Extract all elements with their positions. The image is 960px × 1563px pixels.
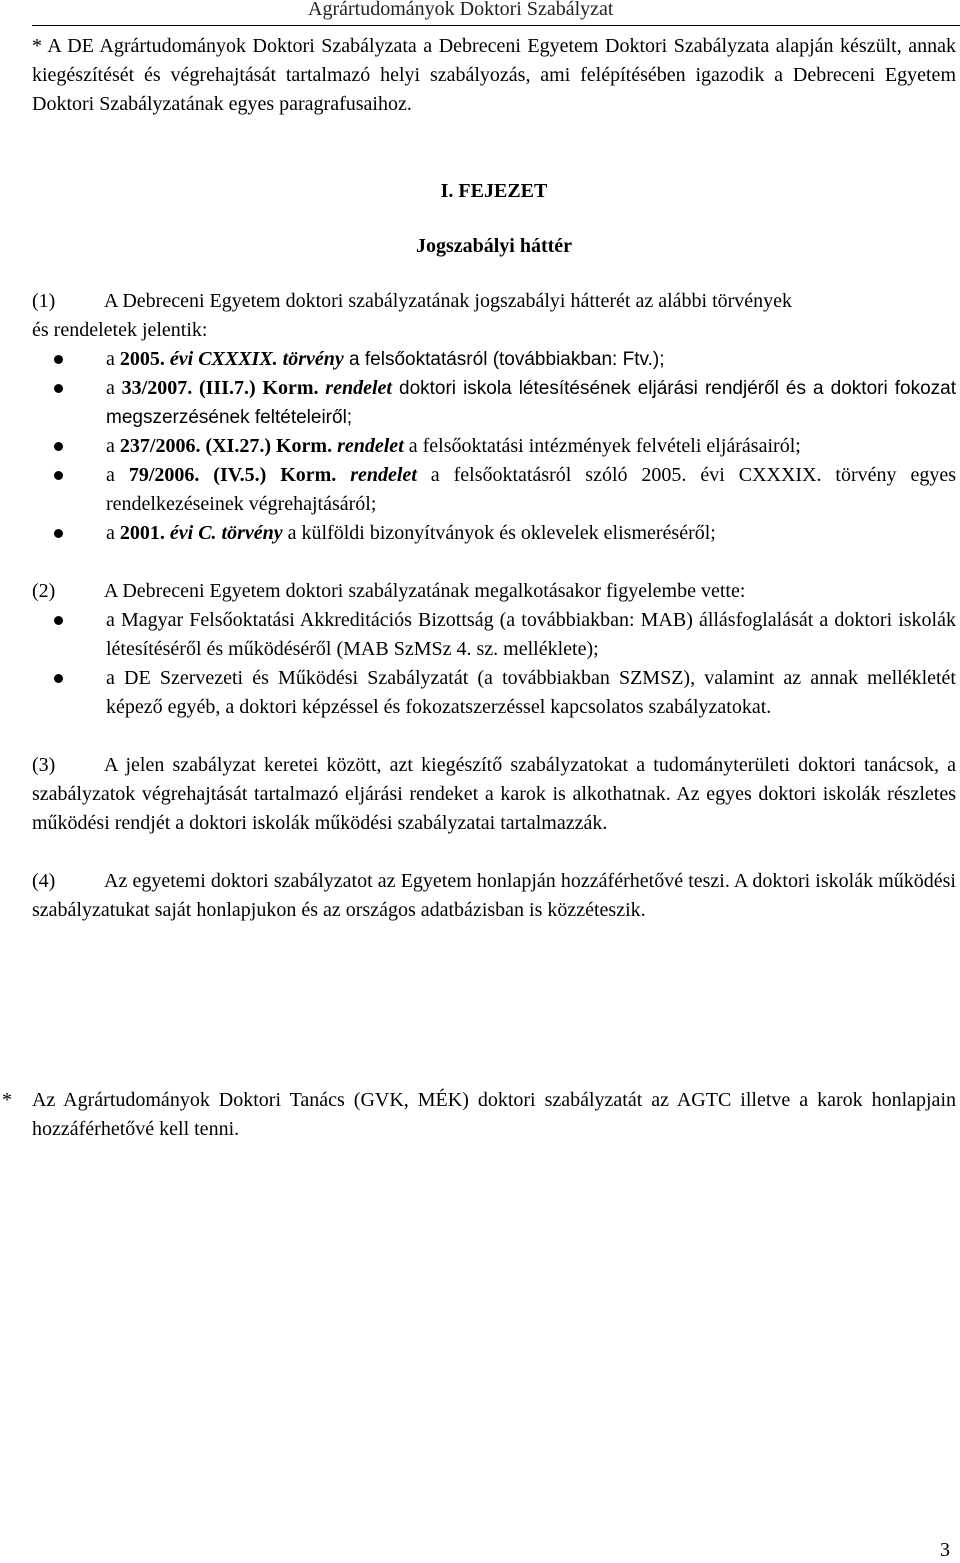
bullet-icon [54, 384, 63, 393]
section-1-line-b: és rendeletek jelentik: [32, 319, 208, 341]
section-number: (1) [32, 290, 56, 312]
section-2-text: A Debreceni Egyetem doktori szabályzatának megalkotásakor figyelembe vette: [104, 580, 746, 602]
list-item: a DE Szervezeti és Működési Szabályzatát (a továbbiakban SZMSZ), valamint az annak mellékletét képező egyéb, a doktori képzéssel és fokozatszerzéssel kapcsolatos szabályzatokat. [32, 664, 956, 722]
bullet-icon [54, 529, 63, 538]
section-3-text: A jelen szabályzat keretei között, azt kiegészítő szabályzatokat a tudományterületi doktori tanácsok, a szabályzatok végrehajtását tartalmazó eljárási rendeket a karok is alkothatnak. Az egyes doktori iskolák részletes működési rendjét a doktori iskolák működési szabályzatai tartalmazzák. [32, 754, 956, 834]
chapter-subtitle: Jogszabályi háttér [415, 235, 573, 257]
list-item: a 2001. évi C. törvény a külföldi bizonyítványok és oklevelek elismeréséről; [32, 519, 956, 548]
chapter-title: I. FEJEZET [440, 180, 548, 202]
section-4-paragraph [32, 867, 956, 925]
footnote [0, 1086, 956, 1144]
section-2 [32, 577, 956, 722]
bullet-icon [54, 355, 63, 364]
section-4-text: Az egyetemi doktori szabályzatot az Egyetem honlapján hozzáférhetővé teszi. A doktori iskolák működési szabályzatukat saját honlapjukon és az országos adatbázisban is közzéteszik. [32, 870, 956, 921]
list-item: a 33/2007. (III.7.) Korm. rendelet doktori iskola létesítésének eljárási rendjéről és a doktori fokozat megszerzésének feltételeiről; [32, 374, 956, 432]
bullet-icon [54, 471, 63, 480]
bullet-icon [54, 442, 63, 451]
list-item: a 79/2006. (IV.5.) Korm. rendelet a felsőoktatásról szóló 2005. évi CXXXIX. törvény egyes rendelkezéseinek végrehajtásáról; [32, 461, 956, 519]
bullet-icon [54, 674, 63, 683]
list-item: a Magyar Felsőoktatási Akkreditációs Bizottság (a továbbiakban: MAB) állásfoglalását a doktori iskolák létesítéséről és működéséről (MAB SzMSz 4. sz. melléklete); [32, 606, 956, 664]
intro-paragraph: * A DE Agrártudományok Doktori Szabályzata a Debreceni Egyetem Doktori Szabályzata alapján készült, annak kiegészítését és végrehajtását tartalmazó helyi szabályozás, ami felépítésében igazodik a Debreceni Egyetem Doktori Szabályzatának egyes paragrafusaihoz. [32, 35, 956, 115]
section-4 [32, 867, 956, 925]
bullet-icon [54, 616, 63, 625]
document-body [32, 32, 956, 925]
page-number: 3 [940, 1539, 950, 1561]
section-2-line [32, 577, 956, 606]
footnote-marker: * [2, 1089, 12, 1111]
section-3-paragraph [32, 751, 956, 838]
list-item: a 2005. évi CXXXIX. törvény a felsőoktatásról (továbbiakban: Ftv.); [32, 345, 956, 374]
header-rule [32, 25, 960, 26]
list-item: a 237/2006. (XI.27.) Korm. rendelet a felsőoktatási intézmények felvételi eljárásairól; [32, 432, 956, 461]
section-number: (3) [32, 754, 56, 776]
bullet-list [32, 345, 956, 548]
section-1-text-a: A Debreceni Egyetem doktori szabályzatának jogszabályi hátterét az alábbi törvények [104, 290, 793, 312]
section-1 [32, 287, 956, 548]
section-3 [32, 751, 956, 838]
footnote-text: Az Agrártudományok Doktori Tanács (GVK, MÉK) doktori szabályzatát az AGTC illetve a karok honlapjain hozzáférhetővé kell tenni. [32, 1089, 956, 1140]
bullet-list [32, 606, 956, 722]
section-number: (2) [32, 580, 56, 602]
section-1-line-a [32, 287, 956, 316]
running-title: Agrártudományok Doktori Szabályzat [308, 0, 614, 20]
section-number: (4) [32, 870, 56, 892]
